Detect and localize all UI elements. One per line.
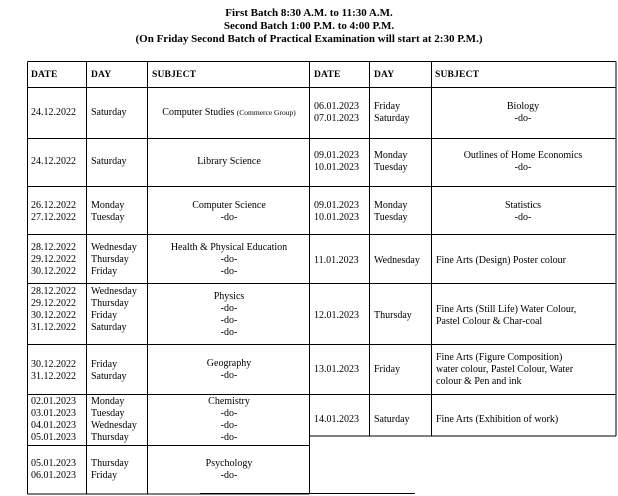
subject-text: water colour, Pastel Colour, Water xyxy=(436,364,574,375)
subject-text: Fine Arts (Still Life) Water Colour, xyxy=(436,304,577,315)
subject-text: -do- xyxy=(220,420,238,431)
header-left-subject: SUBJECT xyxy=(152,70,197,80)
date-text: 02.01.2023 xyxy=(31,396,76,407)
subject-text: Psychology xyxy=(205,458,253,469)
day-text: Thursday xyxy=(91,432,129,443)
left-row-subject xyxy=(149,200,309,224)
second-batch-timing: Second Batch 1:00 P.M. to 4:00 P.M. xyxy=(223,20,395,32)
right-row-date xyxy=(314,310,359,322)
right-row-subject xyxy=(433,150,613,174)
left-row-day xyxy=(91,107,127,119)
subject-text: -do- xyxy=(220,470,238,481)
day-text: Monday xyxy=(374,150,408,161)
header-left-date: DATE xyxy=(31,70,58,80)
date-text: 27.12.2022 xyxy=(31,212,76,223)
left-row-day xyxy=(91,200,125,224)
date-text: 13.01.2023 xyxy=(314,364,359,375)
header-right-subject: SUBJECT xyxy=(435,70,480,80)
day-text: Friday xyxy=(91,310,118,321)
first-batch-timing: First Batch 8:30 A.M. to 11:30 A.M. xyxy=(225,7,393,19)
right-row-day xyxy=(374,364,400,376)
left-row-subject xyxy=(149,291,309,339)
date-text: 29.12.2022 xyxy=(31,254,76,265)
date-text: 06.01.2023 xyxy=(31,470,76,481)
subject-text: Fine Arts (Design) Poster colour xyxy=(436,255,566,266)
day-text: Saturday xyxy=(91,371,127,382)
subject-text: Computer Science xyxy=(192,200,266,211)
date-text: 10.01.2023 xyxy=(314,212,359,223)
day-text: Saturday xyxy=(374,414,410,425)
subject-text: colour & Pen and ink xyxy=(436,376,522,387)
left-row-day xyxy=(91,396,137,444)
subject-text: -do- xyxy=(220,408,238,419)
left-row-day xyxy=(91,458,129,482)
right-row-day xyxy=(374,150,408,174)
left-row-subject xyxy=(149,396,309,444)
date-text: 29.12.2022 xyxy=(31,298,76,309)
right-row-date xyxy=(314,101,359,125)
subject-text: Fine Arts (Figure Composition) xyxy=(436,352,563,363)
subject-text: Health & Physical Education xyxy=(170,242,288,253)
day-text: Thursday xyxy=(374,310,412,321)
date-text: 30.12.2022 xyxy=(31,359,76,370)
subject-text: -do- xyxy=(514,212,532,223)
left-row-date xyxy=(31,396,76,444)
day-text: Monday xyxy=(91,396,125,407)
header-right-day: DAY xyxy=(374,70,395,80)
day-text: Tuesday xyxy=(374,212,408,223)
day-text: Thursday xyxy=(91,458,129,469)
subject-text: Fine Arts (Exhibition of work) xyxy=(436,414,559,425)
date-text: 26.12.2022 xyxy=(31,200,76,211)
day-text: Saturday xyxy=(91,322,127,333)
right-row-subject xyxy=(433,200,613,224)
left-row-subject xyxy=(149,358,309,382)
left-row-day xyxy=(91,359,127,383)
left-row-date xyxy=(31,286,76,334)
left-row-day xyxy=(91,286,137,334)
right-row-date xyxy=(314,364,359,376)
date-text: 30.12.2022 xyxy=(31,266,76,277)
day-text: Monday xyxy=(374,200,408,211)
day-text: Friday xyxy=(91,359,118,370)
right-row-date xyxy=(314,150,359,174)
header-right-date: DATE xyxy=(314,70,341,80)
subject-text: Outlines of Home Economics xyxy=(463,150,583,161)
day-text: Wednesday xyxy=(91,242,137,253)
date-text: 07.01.2023 xyxy=(314,113,359,124)
right-row-day xyxy=(374,310,412,322)
left-row-day xyxy=(91,156,127,168)
subject-text: -do- xyxy=(220,432,238,443)
day-text: Saturday xyxy=(91,156,127,167)
left-row-subject xyxy=(149,107,309,119)
date-text: 10.01.2023 xyxy=(314,162,359,173)
day-text: Friday xyxy=(91,266,118,277)
right-row-day xyxy=(374,255,420,267)
day-text: Monday xyxy=(91,200,125,211)
subject-text: -do- xyxy=(220,315,238,326)
date-text: 31.12.2022 xyxy=(31,322,76,333)
date-text: 30.12.2022 xyxy=(31,310,76,321)
day-text: Tuesday xyxy=(91,212,125,223)
right-row-subject xyxy=(436,304,614,328)
day-text: Wednesday xyxy=(91,286,137,297)
day-text: Friday xyxy=(374,364,401,375)
date-text: 31.12.2022 xyxy=(31,371,76,382)
date-text: 05.01.2023 xyxy=(31,458,76,469)
date-text: 05.01.2023 xyxy=(31,432,76,443)
subject-text: -do- xyxy=(220,254,238,265)
day-text: Tuesday xyxy=(91,408,125,419)
date-text: 28.12.2022 xyxy=(31,242,76,253)
date-text: 28.12.2022 xyxy=(31,286,76,297)
left-row-date xyxy=(31,200,76,224)
day-text: Wednesday xyxy=(91,420,137,431)
subject-text: -do- xyxy=(220,266,238,277)
subject-note: (Commerce Group) xyxy=(236,108,296,117)
exam-schedule-table xyxy=(27,61,617,495)
subject-text: Physics xyxy=(213,291,245,302)
right-row-date xyxy=(314,255,359,267)
date-text: 03.01.2023 xyxy=(31,408,76,419)
left-row-day xyxy=(91,242,137,278)
right-row-day xyxy=(374,414,410,426)
right-row-day xyxy=(374,101,410,125)
date-text: 12.01.2023 xyxy=(314,310,359,321)
subject-text: Pastel Colour & Char-coal xyxy=(436,316,543,327)
day-text: Saturday xyxy=(374,113,410,124)
subject-text: -do- xyxy=(220,303,238,314)
date-text: 04.01.2023 xyxy=(31,420,76,431)
right-row-day xyxy=(374,200,408,224)
subject-text: -do- xyxy=(220,370,238,381)
subject-text: -do- xyxy=(514,162,532,173)
subject-text: -do- xyxy=(220,327,238,338)
day-text: Wednesday xyxy=(374,255,420,266)
date-text: 09.01.2023 xyxy=(314,200,359,211)
date-text: 06.01.2023 xyxy=(314,101,359,112)
exam-timings-header xyxy=(0,7,618,46)
right-row-subject xyxy=(436,255,614,267)
subject-text: -do- xyxy=(514,113,532,124)
friday-note: (On Friday Second Batch of Practical Examination will start at 2:30 P.M.) xyxy=(135,33,483,45)
subject-text: Biology xyxy=(506,101,540,112)
day-text: Friday xyxy=(91,470,118,481)
left-row-subject xyxy=(149,156,309,168)
subject-text: Computer Studies xyxy=(162,107,235,118)
right-row-subject xyxy=(436,414,614,426)
day-text: Friday xyxy=(374,101,401,112)
left-row-date xyxy=(31,458,76,482)
day-text: Saturday xyxy=(91,107,127,118)
footer-rule xyxy=(200,493,415,494)
right-row-date xyxy=(314,414,359,426)
subject-text: Statistics xyxy=(504,200,542,211)
left-row-subject xyxy=(149,458,309,482)
left-row-date xyxy=(31,359,76,383)
day-text: Thursday xyxy=(91,298,129,309)
left-row-date xyxy=(31,107,76,119)
left-row-subject xyxy=(149,242,309,278)
subject-text: Chemistry xyxy=(208,396,250,407)
left-row-date xyxy=(31,156,76,168)
right-row-subject xyxy=(436,352,614,388)
date-text: 11.01.2023 xyxy=(314,255,359,266)
date-text: 24.12.2022 xyxy=(31,156,76,167)
left-row-date xyxy=(31,242,76,278)
date-text: 24.12.2022 xyxy=(31,107,76,118)
day-text: Thursday xyxy=(91,254,129,265)
right-row-date xyxy=(314,200,359,224)
header-left-day: DAY xyxy=(91,70,112,80)
right-row-subject xyxy=(433,101,613,125)
subject-text: Library Science xyxy=(197,156,261,167)
subject-text: -do- xyxy=(220,212,238,223)
day-text: Tuesday xyxy=(374,162,408,173)
subject-text: Geography xyxy=(206,358,252,369)
date-text: 14.01.2023 xyxy=(314,414,359,425)
date-text: 09.01.2023 xyxy=(314,150,359,161)
